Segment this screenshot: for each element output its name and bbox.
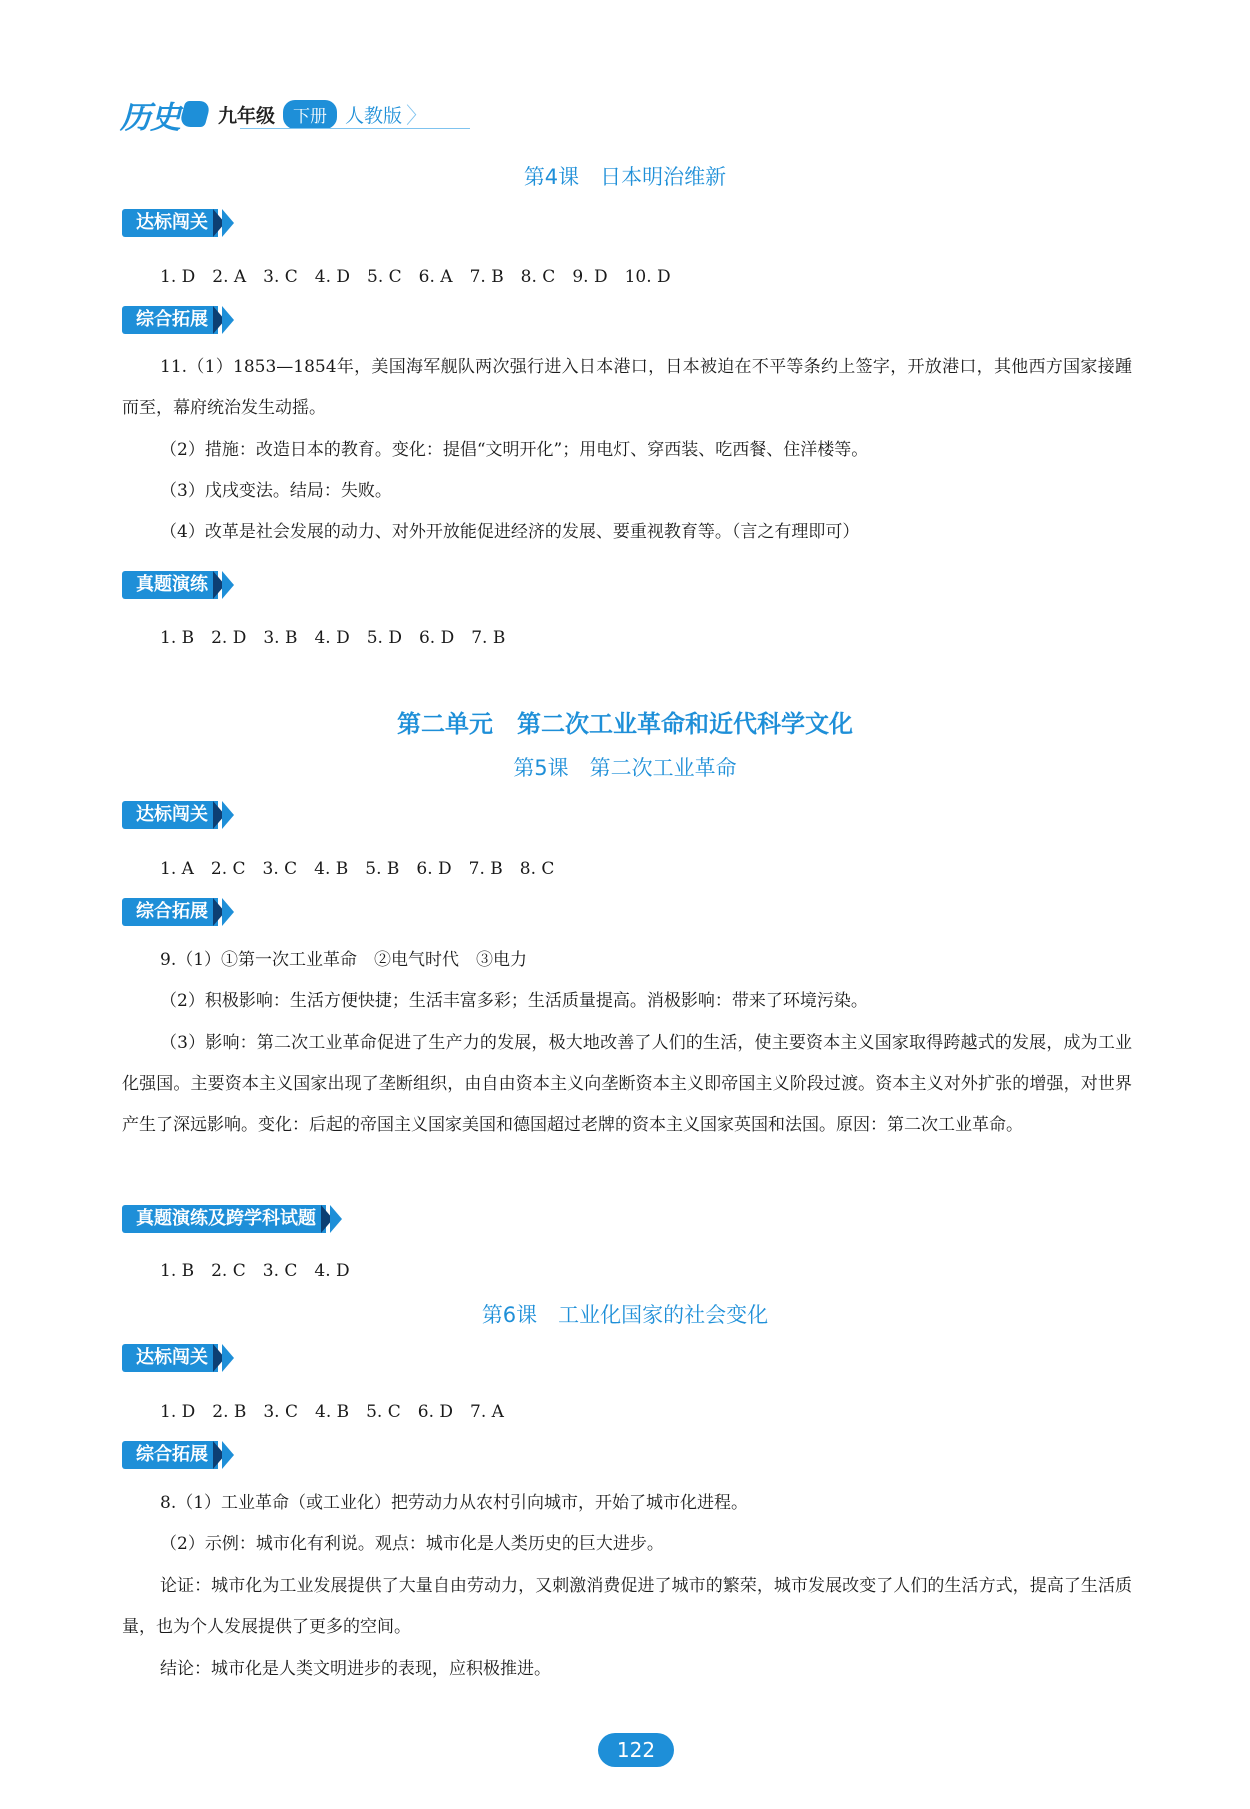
book-header xyxy=(120,92,428,136)
double-chevron-icon xyxy=(216,801,234,829)
answer-line: 1. D 2. B 3. C 4. B 5. C 6. D 7. A xyxy=(160,1402,504,1422)
lesson-5-title: 第5课 第二次工业革命 xyxy=(513,756,737,780)
double-chevron-icon xyxy=(216,571,234,599)
answer-paragraph: （2）示例：城市化有利说。观点：城市化是人类历史的巨大进步。 xyxy=(160,1534,664,1554)
volume-badge: 下册 xyxy=(283,100,337,129)
double-chevron-icon xyxy=(324,1205,342,1233)
section-tag-zonghe xyxy=(122,898,234,926)
section-tag-dabiao xyxy=(122,1344,234,1372)
unit-2-title: 第二单元 第二次工业革命和近代科学文化 xyxy=(397,710,853,738)
section-tag-label: 综合拓展 xyxy=(122,898,218,926)
lesson-4-title: 第4课 日本明治维新 xyxy=(523,165,727,189)
answer-line: 1. A 2. C 3. C 4. B 5. B 6. D 7. B 8. C xyxy=(160,859,555,879)
section-tag-dabiao xyxy=(122,801,234,829)
chevron-right-icon: 〉 xyxy=(406,103,429,129)
answer-paragraph: 9.（1）①第一次工业革命 ②电气时代 ③电力 xyxy=(160,950,528,970)
section-tag-zonghe xyxy=(122,306,234,334)
section-tag-zhenti xyxy=(122,571,234,599)
answer-paragraph: （4）改革是社会发展的动力、对外开放能促进经济的发展、要重视教育等。（言之有理即可） xyxy=(160,522,860,542)
lesson-6-title: 第6课 工业化国家的社会变化 xyxy=(481,1303,769,1327)
answer-paragraph: （2）积极影响：生活方便快捷；生活丰富多彩；生活质量提高。消极影响：带来了环境污染。 xyxy=(160,991,868,1011)
answer-paragraph: 论证：城市化为工业发展提供了大量自由劳动力，又刺激消费促进了城市的繁荣，城市发展改变了人们的生活方式，提高了生活质量，也为个人发展提供了更多的空间。 xyxy=(122,1576,1132,1637)
double-chevron-icon xyxy=(216,1344,234,1372)
section-tag-label: 达标闯关 xyxy=(122,801,218,829)
answer-paragraph: （3）戊戌变法。结局：失败。 xyxy=(160,481,392,501)
section-tag-label: 真题演练 xyxy=(122,571,218,599)
page-number: 122 xyxy=(598,1733,674,1767)
double-chevron-icon xyxy=(216,209,234,237)
answer-line: 1. B 2. C 3. C 4. D xyxy=(160,1261,350,1281)
answer-paragraph: 11.（1）1853—1854年，美国海军舰队两次强行进入日本港口，日本被迫在不平等条约上签字，开放港口，其他西方国家接踵而至，幕府统治发生动摇。 xyxy=(122,357,1132,418)
logo-mark-icon xyxy=(179,101,212,127)
answer-paragraph: 结论：城市化是人类文明进步的表现，应积极推进。 xyxy=(160,1659,551,1679)
header-divider xyxy=(240,128,470,129)
grade-label: 九年级 xyxy=(218,104,276,127)
section-tag-label: 达标闯关 xyxy=(122,209,218,237)
section-tag-label: 达标闯关 xyxy=(122,1344,218,1372)
double-chevron-icon xyxy=(216,898,234,926)
edition-label: 人教版 xyxy=(345,104,403,127)
answer-line: 1. D 2. A 3. C 4. D 5. C 6. A 7. B 8. C 9. D 10. D xyxy=(160,267,671,287)
section-tag-zhenti-kuaxueke xyxy=(122,1205,342,1233)
answer-line: 1. B 2. D 3. B 4. D 5. D 6. D 7. B xyxy=(160,628,506,648)
section-tag-label: 真题演练及跨学科试题 xyxy=(122,1205,326,1233)
section-tag-label: 综合拓展 xyxy=(122,306,218,334)
answer-paragraph: （3）影响：第二次工业革命促进了生产力的发展，极大地改善了人们的生活，使主要资本主义国家取得跨越式的发展，成为工业化强国。主要资本主义国家出现了垄断组织，由自由资本主义向垄断资本主义即帝国主义阶段过渡。资本主义对外扩张的增强，对世界产生了深远影响。变化：后起的帝国主义国家美国和德国超过老牌的资本主义国家英国和法国。原因：第二次工业革命。 xyxy=(122,1033,1132,1135)
double-chevron-icon xyxy=(216,306,234,334)
subject-logo: 历史 xyxy=(120,99,180,136)
double-chevron-icon xyxy=(216,1441,234,1469)
answer-paragraph: （2）措施：改造日本的教育。变化：提倡“文明开化”；用电灯、穿西装、吃西餐、住洋楼等。 xyxy=(160,440,869,460)
section-tag-zonghe xyxy=(122,1441,234,1469)
answer-paragraph: 8.（1）工业革命（或工业化）把劳动力从农村引向城市，开始了城市化进程。 xyxy=(160,1493,749,1513)
section-tag-dabiao xyxy=(122,209,234,237)
section-tag-label: 综合拓展 xyxy=(122,1441,218,1469)
